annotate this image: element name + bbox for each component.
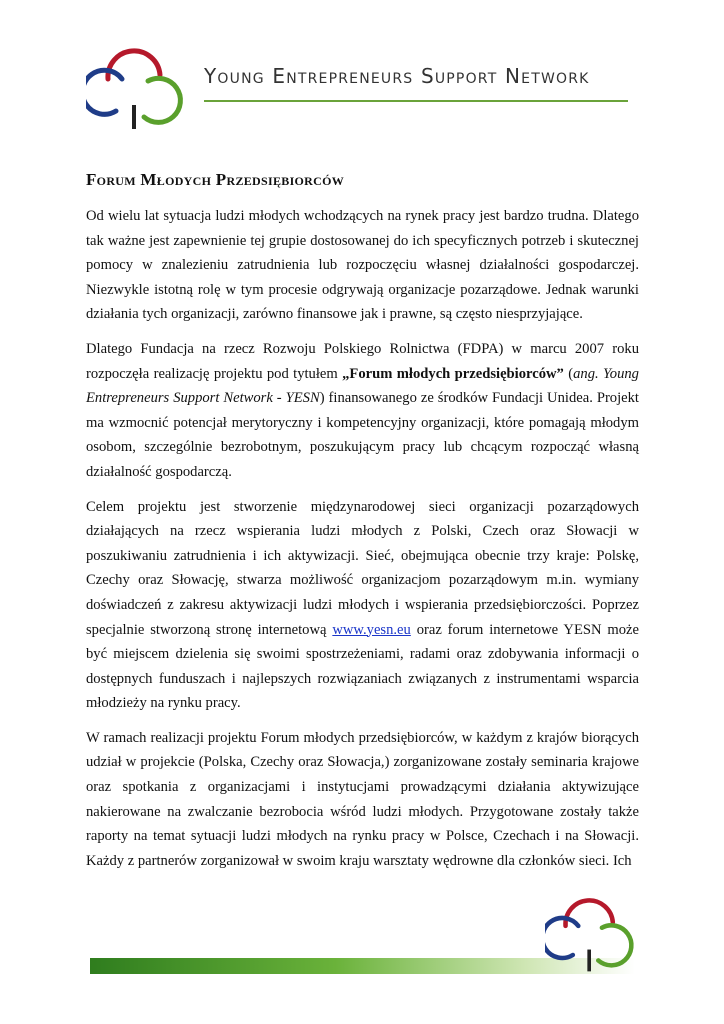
project-title-bold: „Forum młodych przedsiębiorców” xyxy=(342,365,564,382)
yesn-logo-icon xyxy=(86,45,186,133)
paragraph-3-text-b: oraz forum internetowe YESN może być miejscem dzielenia się swoimi spostrzeżeniami, radami oraz zdobywania informacji o dostępnych funduszach i najlepszych rozwiązaniach związanych z instrumentami wsparcia młodzieży na rynku pracy. xyxy=(86,621,639,712)
paragraph-1: Od wielu lat sytuacja ludzi młodych wchodzących na rynek pracy jest bardzo trudna. Dlatego tak ważne jest zapewnienie tej grupie dostosowanej do ich specyficznych potrzeb i skutecznej pomocy w znalezieniu zatrudnienia lub rozpoczęciu własnej działalności gospodarczej. Niezwykle istotną rolę w tym procesie odgrywają organizacje pozarządowe. Jednak warunki działania tych organizacji, zarówno finansowe jak i prawne, są często niesprzyjające. xyxy=(86,208,639,323)
yesn-website-link[interactable]: www.yesn.eu xyxy=(332,621,411,638)
paragraph-2-text-a: Dlatego Fundacja na rzecz Rozwoju Polskiego Rolnictwa (FDPA) w marcu 2007 roku rozpoczęła realizację projektu pod tytułem xyxy=(86,340,639,382)
paragraph-2 xyxy=(86,337,639,485)
paragraph-2-text-c: ) finansowanego ze środków Fundacji Unidea. Projekt ma wzmocnić potencjał merytoryczny i kompetencyjny organizacji, które pomagają młodym osobom, szczególnie bezrobotnym, poszukującym pracy lub chcącym rozpocząć własną działalność gospodarczą. xyxy=(86,390,639,480)
paragraph-3 xyxy=(86,495,639,716)
project-english-name: ang. Young Entrepreneurs Support Network - YESN xyxy=(86,365,639,407)
paragraph-3-text-a: Celem projektu jest stworzenie międzynarodowej sieci organizacji pozarządowych działających na rzecz wspierania ludzi młodych z Polski, Czech oraz Słowacji w poszukiwaniu zatrudnienia i ich aktywizacji. Sieć, obejmująca obecnie trzy kraje: Polskę, Czechy oraz Słowację, stwarza możliwość organizacjom pozarządowym m.in. wymiany doświadczeń z zakresu aktywizacji ludzi młodych i wspierania przedsiębiorczości. Poprzez specjalnie stworzoną stronę internetową xyxy=(86,498,639,638)
document-title: Forum Młodych Przedsiębiorców xyxy=(86,170,345,189)
org-name: Young Entrepreneurs Support Network xyxy=(204,64,590,88)
header-divider xyxy=(204,100,628,102)
document-body xyxy=(86,204,639,883)
paragraph-2-text-b: ( xyxy=(563,365,574,382)
paragraph-4: W ramach realizacji projektu Forum młodych przedsiębiorców, w każdym z krajów biorących udział w projekcie (Polska, Czechy oraz Słowacja,) zorganizowane zostały seminaria krajowe oraz spotkania z organizacjami i instytucjami prowadzącymi działania aktywizujące nakierowane na zwalczanie bezrobocia wśród ludzi młodych. Przygotowane zostały także raporty na temat sytuacji ludzi młodych na rynku pracy w Polsce, Czechach i na Słowacji. Każdy z partnerów zorganizował w swoim kraju warsztaty wędrowne dla członków sieci. Ich xyxy=(86,729,639,869)
yesn-logo-footer-icon xyxy=(545,895,637,975)
page-header xyxy=(86,40,636,135)
